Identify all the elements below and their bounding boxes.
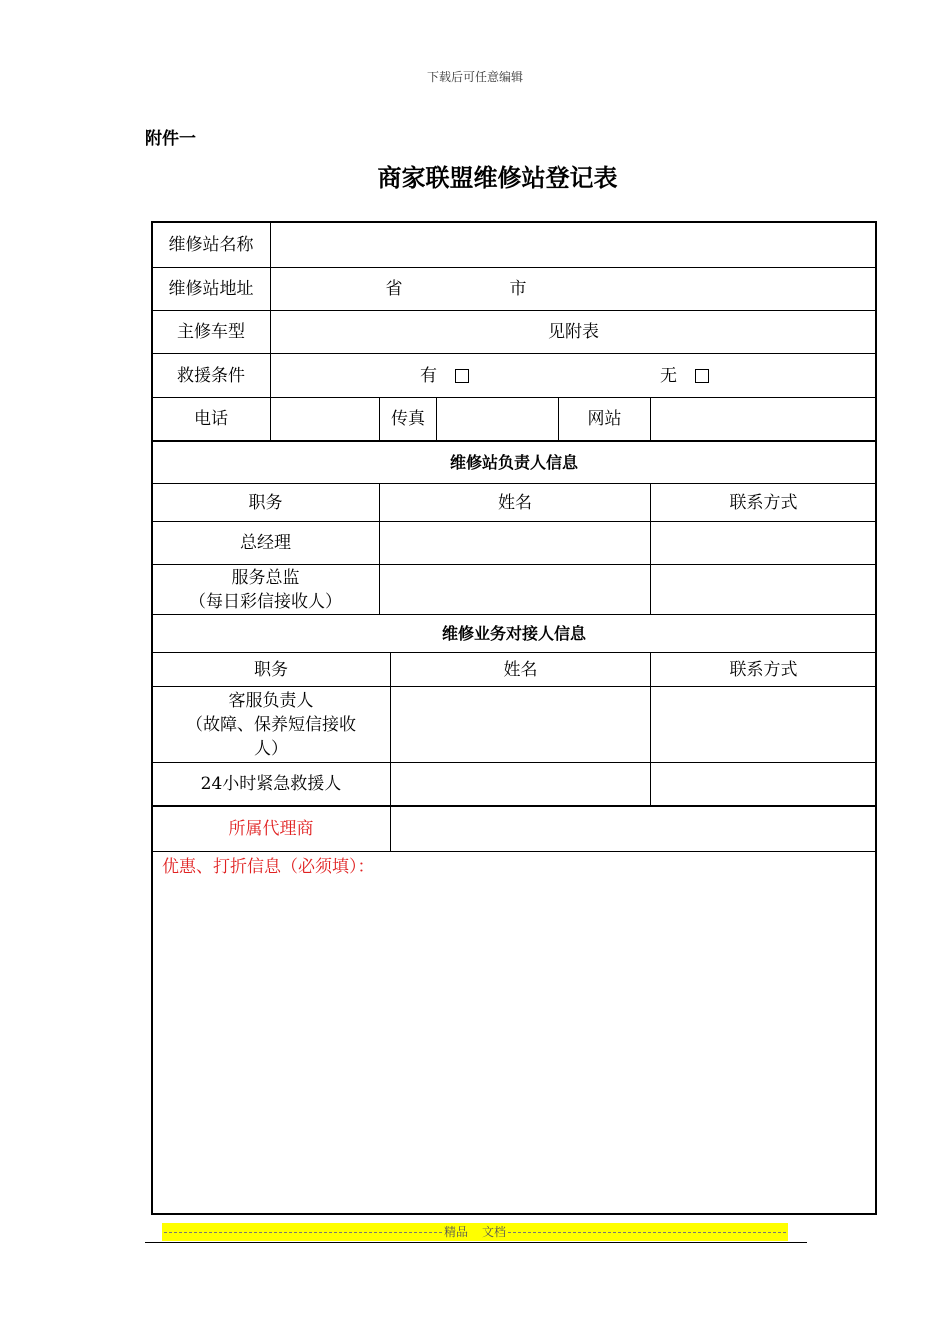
agent-label: 所属代理商 (228, 819, 314, 839)
agent-field[interactable] (391, 807, 876, 851)
footer-rule (145, 1242, 807, 1243)
city-label: 市 (509, 279, 527, 299)
column-header-contact: 联系方式 (729, 659, 798, 680)
footer-dash (164, 1232, 442, 1233)
footer-dash (508, 1232, 786, 1233)
section-title-station-head: 维修站负责人信息 (449, 452, 578, 472)
role-customer-service-label: 客服负责人 (228, 690, 314, 711)
rescue-no-option[interactable] (651, 354, 731, 397)
column-header-contact: 联系方式 (729, 492, 798, 513)
footer-text-left: 精品 (443, 1225, 468, 1239)
role-service-director-label: 服务总监 (231, 567, 300, 588)
website-field[interactable] (651, 398, 876, 440)
column-header-name: 姓名 (498, 492, 532, 513)
phone-label: 电话 (194, 409, 228, 429)
checkbox-icon[interactable] (455, 369, 469, 383)
discount-info-label: 优惠、打折信息（必须填）： (162, 857, 375, 877)
section-title-business-contact: 维修业务对接人信息 (441, 623, 586, 643)
name-field[interactable] (380, 522, 650, 564)
attachment-label: 附件一 (145, 129, 196, 149)
footer-text-right: 文档 (482, 1225, 507, 1239)
header-note: 下载后可任意编辑 (426, 70, 523, 84)
column-header-position: 职务 (254, 659, 288, 680)
contact-field[interactable] (651, 687, 876, 762)
contact-field[interactable] (651, 565, 876, 614)
role-customer-service-note: （故障、保养短信接收 (186, 714, 356, 735)
contact-field[interactable] (651, 522, 876, 564)
rescue-no-label: 无 (660, 365, 677, 386)
station-name-label: 维修站名称 (168, 235, 254, 255)
station-name-field[interactable] (271, 223, 876, 267)
role-emergency-rescue: 24小时紧急救援人 (200, 774, 342, 794)
role-customer-service-note-end: 人） (254, 738, 288, 759)
footer-banner (162, 1223, 788, 1241)
rescue-label: 救援条件 (177, 365, 245, 386)
fax-label: 传真 (391, 409, 425, 429)
contact-field[interactable] (651, 763, 876, 805)
website-label: 网站 (587, 409, 622, 429)
name-field[interactable] (391, 763, 650, 805)
fax-field[interactable] (437, 398, 558, 440)
name-field[interactable] (391, 687, 650, 762)
role-service-director-note: （每日彩信接收人） (189, 591, 342, 612)
main-models-label: 主修车型 (177, 322, 245, 342)
phone-field[interactable] (271, 398, 379, 440)
station-address-label: 维修站地址 (168, 279, 254, 299)
main-models-value: 见附表 (548, 322, 599, 342)
province-label: 省 (385, 279, 403, 299)
rescue-yes-label: 有 (420, 365, 437, 386)
role-service-director (152, 565, 379, 614)
column-header-position: 职务 (248, 492, 283, 513)
page-title: 商家联盟维修站登记表 (377, 164, 618, 192)
role-general-manager: 总经理 (240, 533, 291, 553)
role-customer-service (152, 687, 390, 762)
rescue-yes-option[interactable] (420, 354, 500, 397)
name-field[interactable] (380, 565, 650, 614)
checkbox-icon[interactable] (695, 369, 709, 383)
discount-info-field[interactable] (153, 882, 875, 1212)
column-header-name: 姓名 (503, 659, 538, 680)
row-divider (152, 851, 876, 852)
